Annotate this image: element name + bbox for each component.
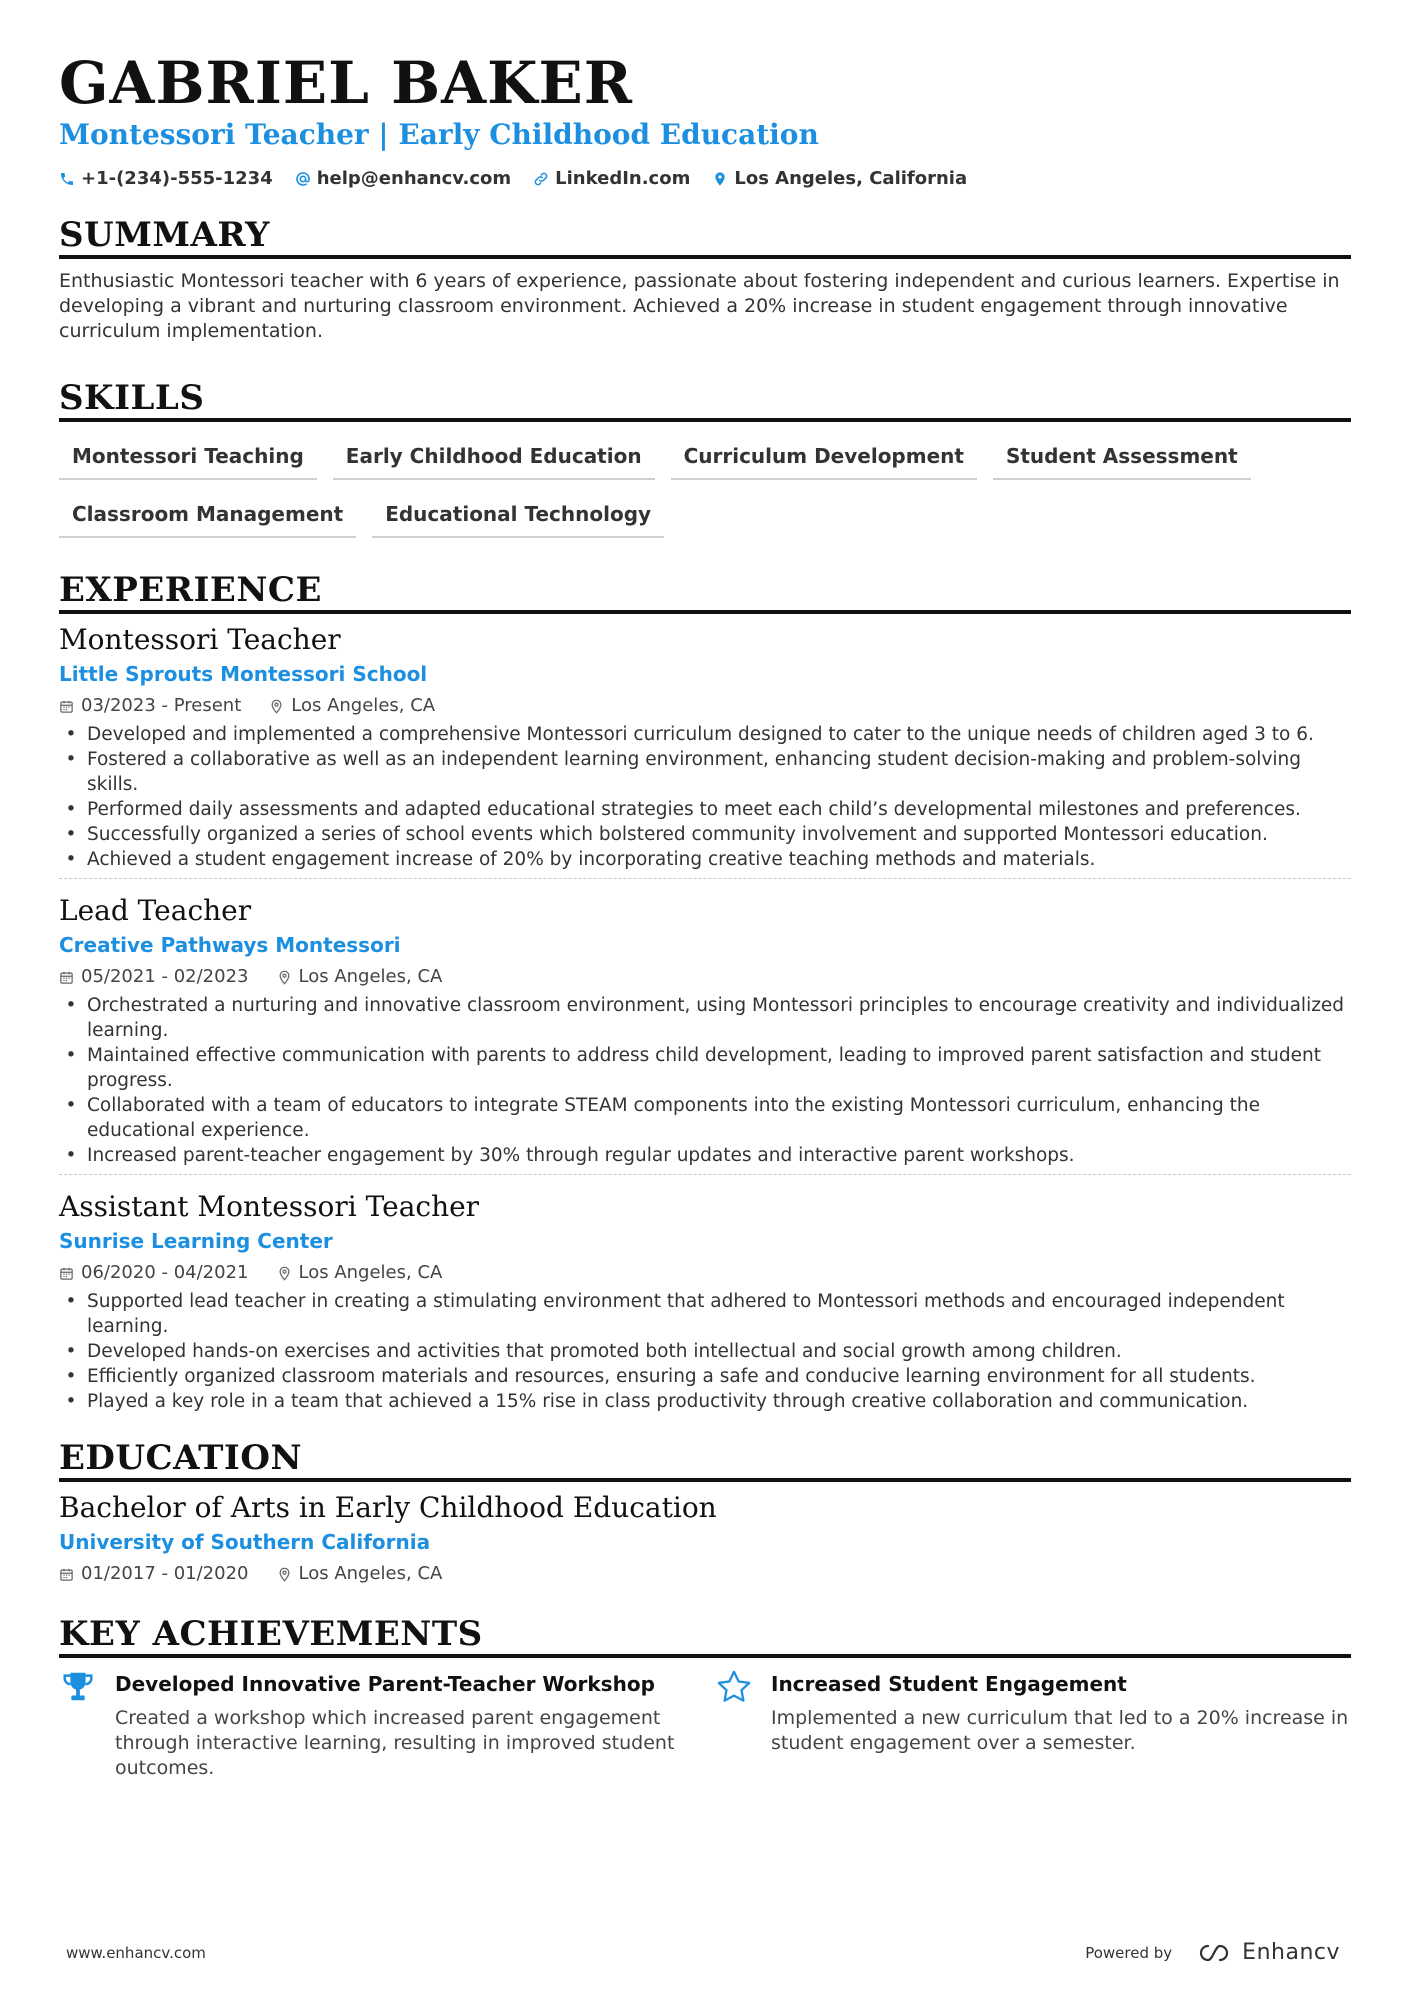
skill-tag: Educational Technology (372, 494, 664, 538)
achievements-list (59, 1670, 1351, 1781)
achievement-desc: Implemented a new curriculum that led to a 20% increase in student engagement over a semester. (771, 1707, 1349, 1754)
contact-linkedin-text: LinkedIn.com (555, 168, 691, 189)
skills-list (59, 436, 1259, 538)
skill-tag: Early Childhood Education (333, 436, 655, 480)
skills-section (59, 378, 1351, 538)
location-pin-icon (277, 1266, 292, 1281)
job-dates (59, 694, 241, 718)
contact-phone-text: +1-(234)-555-1234 (81, 168, 273, 189)
education-location-text: Los Angeles, CA (298, 1563, 443, 1584)
experience-section (59, 570, 1351, 1420)
education-dates-text: 01/2017 - 01/2020 (81, 1563, 249, 1584)
job-role: Assistant Montessori Teacher (59, 1190, 480, 1223)
job-bullet: • Played a key role in a team that achieved a 15% rise in class productivity through creative collaboration and communication. (87, 1389, 1351, 1414)
job-dates-text: 06/2020 - 04/2021 (81, 1262, 249, 1283)
job-bullet: • Achieved a student engagement increase of 20% by incorporating creative teaching methods and materials. (87, 847, 1351, 872)
star-icon (715, 1668, 753, 1706)
job-location-text: Los Angeles, CA (298, 1262, 443, 1283)
skill-tag: Montessori Teaching (59, 436, 317, 480)
link-icon (533, 171, 549, 187)
job-bullet: • Efficiently organized classroom materials and resources, ensuring a safe and conducive learning environment for all students. (87, 1364, 1351, 1389)
skill-tag: Curriculum Development (671, 436, 977, 480)
contact-email-text: help@enhancv.com (316, 168, 512, 189)
footer-website[interactable]: www.enhancv.com (66, 1943, 206, 1962)
location-pin-icon (712, 171, 728, 187)
brand-name: Enhancv (1242, 1940, 1340, 1965)
job-dates (59, 1261, 249, 1285)
trophy-icon (59, 1668, 97, 1706)
achievement-body (771, 1670, 1351, 1781)
powered-by-label: Powered by (1085, 1943, 1173, 1962)
job-bullet: • Maintained effective communication with parents to address child development, leading to improved parent satisfaction and student progress. (87, 1043, 1351, 1093)
summary-text: Enthusiastic Montessori teacher with 6 years of experience, passionate about fostering independent and curious learners. Expertise in developing a vibrant and nurturing classroom environment. Achieved a 20% increase in student engagement through innovative curriculum implementation. (59, 270, 1340, 342)
job-meta (59, 965, 1351, 989)
achievement-item (59, 1670, 715, 1781)
phone-icon (59, 171, 75, 187)
job-bullet: • Fostered a collaborative as well as an independent learning environment, enhancing student decision-making and problem-solving skills. (87, 747, 1351, 797)
job-location-text: Los Angeles, CA (291, 695, 436, 716)
job-bullet: • Successfully organized a series of school events which bolstered community involvement and supported Montessori education. (87, 822, 1351, 847)
job-entry (59, 1174, 1351, 1420)
skill-tag: Classroom Management (59, 494, 356, 538)
contact-phone[interactable] (59, 168, 273, 189)
contact-location-text: Los Angeles, California (734, 168, 968, 189)
job-location (269, 694, 435, 718)
location-pin-icon (269, 699, 284, 714)
job-bullet: • Developed and implemented a comprehensive Montessori curriculum designed to cater to the unique needs of children aged 3 to 6. (87, 722, 1351, 747)
education-location (277, 1562, 443, 1586)
skills-heading: SKILLS (59, 378, 1351, 422)
job-dates-text: 03/2023 - Present (81, 695, 242, 716)
summary-section (59, 215, 1351, 344)
achievements-heading: KEY ACHIEVEMENTS (59, 1614, 1351, 1658)
experience-heading: EXPERIENCE (59, 570, 1351, 614)
job-entry (59, 622, 1351, 878)
job-bullet: • Increased parent-teacher engagement by 30% through regular updates and interactive parent workshops. (87, 1143, 1351, 1168)
education-degree: Bachelor of Arts in Early Childhood Education (59, 1491, 717, 1524)
job-company: Little Sprouts Montessori School (59, 662, 428, 686)
candidate-name: GABRIEL BAKER (59, 49, 633, 117)
education-dates (59, 1562, 249, 1586)
job-bullet: • Developed hands-on exercises and activities that promoted both intellectual and social growth among children. (87, 1339, 1351, 1364)
job-bullets (59, 1289, 1351, 1414)
job-location-text: Los Angeles, CA (298, 966, 443, 987)
job-bullet: • Collaborated with a team of educators to integrate STEAM components into the existing Montessori curriculum, enhancing the educational experience. (87, 1093, 1351, 1143)
calendar-icon (59, 1266, 74, 1281)
job-bullets (59, 993, 1351, 1168)
achievement-desc: Created a workshop which increased parent engagement through interactive learning, resulting in improved student outcomes. (115, 1707, 675, 1779)
summary-heading: SUMMARY (59, 215, 1351, 259)
at-icon (295, 171, 311, 187)
achievement-title: Developed Innovative Parent-Teacher Workshop (115, 1672, 655, 1696)
powered-by (1085, 1940, 1340, 1965)
contact-row (59, 168, 1351, 189)
job-bullet: • Orchestrated a nurturing and innovative classroom environment, using Montessori principles to encourage creativity and individualized learning. (87, 993, 1351, 1043)
education-meta (59, 1562, 1351, 1586)
skill-tag: Student Assessment (993, 436, 1251, 480)
contact-location (712, 168, 967, 189)
location-pin-icon (277, 1567, 292, 1582)
enhancv-logo-icon (1194, 1942, 1234, 1964)
job-location (277, 965, 443, 989)
job-location (277, 1261, 443, 1285)
job-company: Sunrise Learning Center (59, 1229, 333, 1253)
calendar-icon (59, 699, 74, 714)
achievement-title: Increased Student Engagement (771, 1672, 1127, 1696)
job-role: Lead Teacher (59, 894, 252, 927)
location-pin-icon (277, 970, 292, 985)
contact-email[interactable] (295, 168, 511, 189)
page-footer (66, 1940, 1340, 1965)
job-entry (59, 878, 1351, 1174)
contact-linkedin[interactable] (533, 168, 690, 189)
calendar-icon (59, 1567, 74, 1582)
achievement-body (115, 1670, 715, 1781)
candidate-headline: Montessori Teacher | Early Childhood Education (59, 118, 819, 151)
job-dates (59, 965, 249, 989)
achievement-item (715, 1670, 1351, 1781)
calendar-icon (59, 970, 74, 985)
brand-logo[interactable] (1194, 1940, 1340, 1965)
job-meta (59, 694, 1351, 718)
job-role: Montessori Teacher (59, 623, 341, 656)
job-bullet: • Supported lead teacher in creating a stimulating environment that adhered to Montessori methods and encouraged independent learning. (87, 1289, 1351, 1339)
achievements-section (59, 1614, 1351, 1781)
resume-header (59, 50, 1351, 189)
job-company: Creative Pathways Montessori (59, 933, 401, 957)
job-bullet: • Performed daily assessments and adapted educational strategies to meet each child’s developmental milestones and preferences. (87, 797, 1351, 822)
education-school: University of Southern California (59, 1530, 431, 1554)
job-meta (59, 1261, 1351, 1285)
job-bullets (59, 722, 1351, 872)
education-section (59, 1438, 1351, 1586)
job-dates-text: 05/2021 - 02/2023 (81, 966, 249, 987)
education-heading: EDUCATION (59, 1438, 1351, 1482)
